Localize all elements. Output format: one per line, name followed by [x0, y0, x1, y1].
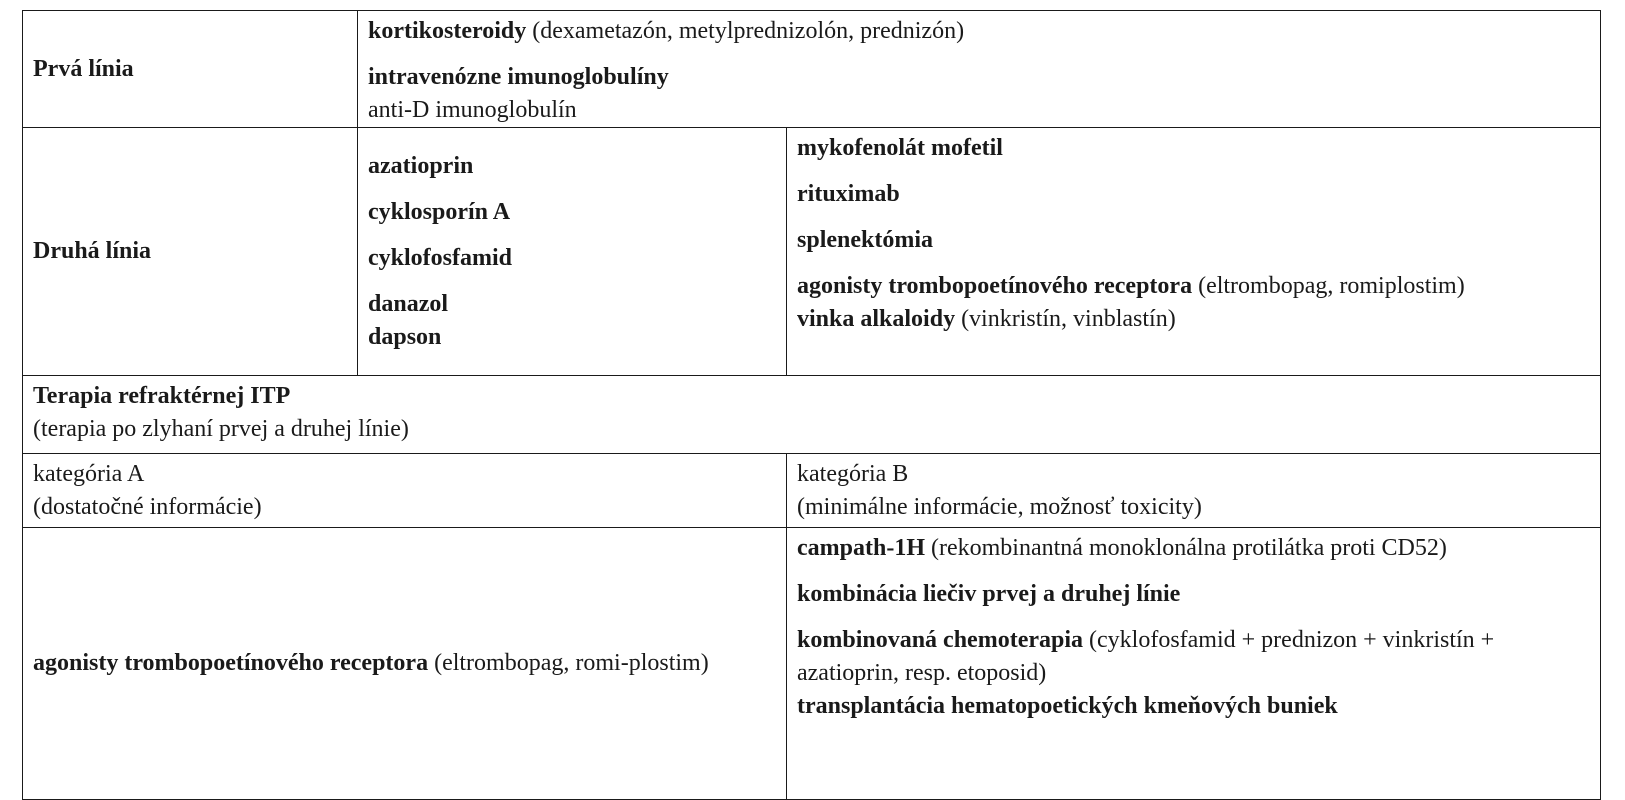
refractory-cell: [23, 376, 1601, 454]
second-line-item: [797, 270, 1590, 303]
drug-detail: (vinkristín, vinblastín): [955, 306, 1176, 332]
drug-name: intravenózne imunoglobulíny: [368, 64, 669, 90]
drug-name: kortikosteroidy: [368, 18, 527, 44]
drug-name: transplantácia hematopoetických kmeňových buniek: [797, 693, 1338, 719]
drug-name: agonisty trombopoetínového receptora: [797, 273, 1193, 299]
category-b-item: [797, 532, 1590, 565]
second-line-right-cell: [787, 128, 1601, 376]
itp-therapy-table: [22, 10, 1601, 800]
drug-detail: (rekombinantná monoklonálna protilátka proti CD52): [925, 535, 1447, 561]
drug-name: vinka alkaloidy: [797, 306, 956, 332]
second-line-item: [797, 178, 1590, 211]
first-line-row: [23, 11, 1601, 128]
category-a-note: (dostatočné informácie): [33, 494, 262, 520]
second-line-item: [797, 303, 1590, 336]
refractory-title: Terapia refraktérnej ITP: [33, 383, 291, 409]
category-b-label: kategória B: [797, 461, 909, 487]
category-b-item: [797, 578, 1590, 611]
category-b-header: [787, 454, 1601, 528]
drug-name: campath-1H: [797, 535, 925, 561]
category-b-item: [797, 690, 1590, 723]
category-a-item: [33, 647, 776, 680]
drug-name: kombinovaná chemoterapia: [797, 627, 1084, 653]
drug-name: agonisty trombopoetínového receptora: [33, 650, 429, 676]
category-b-note: (minimálne informácie, možnosť toxicity): [797, 494, 1202, 520]
drug-detail: (cyklofosfamid + prednizon + vinkristín + azatioprin, resp. etoposid): [797, 627, 1495, 686]
refractory-subtitle: (terapia po zlyhaní prvej a druhej línie): [33, 416, 409, 442]
drug-detail: (eltrombopag, romiplostim): [1192, 273, 1465, 299]
drug-name: danazol: [368, 290, 449, 317]
first-line-label: Prvá línia: [23, 11, 358, 128]
drug-name: mykofenolát mofetil: [797, 135, 1003, 161]
category-content-row: [23, 528, 1601, 800]
first-line-cell: [358, 11, 1601, 128]
drug-name: kombinácia liečiv prvej a druhej línie: [797, 581, 1181, 607]
refractory-row: [23, 376, 1601, 454]
second-line-item: [797, 132, 1590, 165]
category-a-cell: [23, 528, 787, 800]
first-line-item: [368, 61, 1590, 94]
second-line-item: [797, 224, 1590, 257]
drug-name: rituximab: [797, 181, 900, 207]
first-line-item: [368, 15, 1590, 48]
drug-name: splenektómia: [797, 227, 934, 253]
drug-name: dapson: [368, 323, 442, 350]
category-b-cell: [787, 528, 1601, 800]
drug-name: azatioprin: [368, 152, 474, 179]
first-line-item: [368, 94, 1590, 127]
second-line-label: Druhá línia: [23, 128, 358, 376]
category-a-label: kategória A: [33, 461, 145, 487]
category-header-row: [23, 454, 1601, 528]
drug-name: cyklosporín A: [368, 198, 511, 225]
second-line-row: [23, 128, 1601, 376]
drug-detail: (eltrombopag, romi-plostim): [428, 650, 709, 676]
drug-detail: (dexametazón, metylprednizolón, prednizón): [526, 18, 965, 44]
category-a-header: [23, 454, 787, 528]
category-b-item: [797, 624, 1590, 690]
drug-detail: anti-D imunoglobulín: [368, 97, 577, 123]
second-line-left-cell: [358, 128, 787, 376]
drug-name: cyklofosfamid: [368, 244, 512, 271]
